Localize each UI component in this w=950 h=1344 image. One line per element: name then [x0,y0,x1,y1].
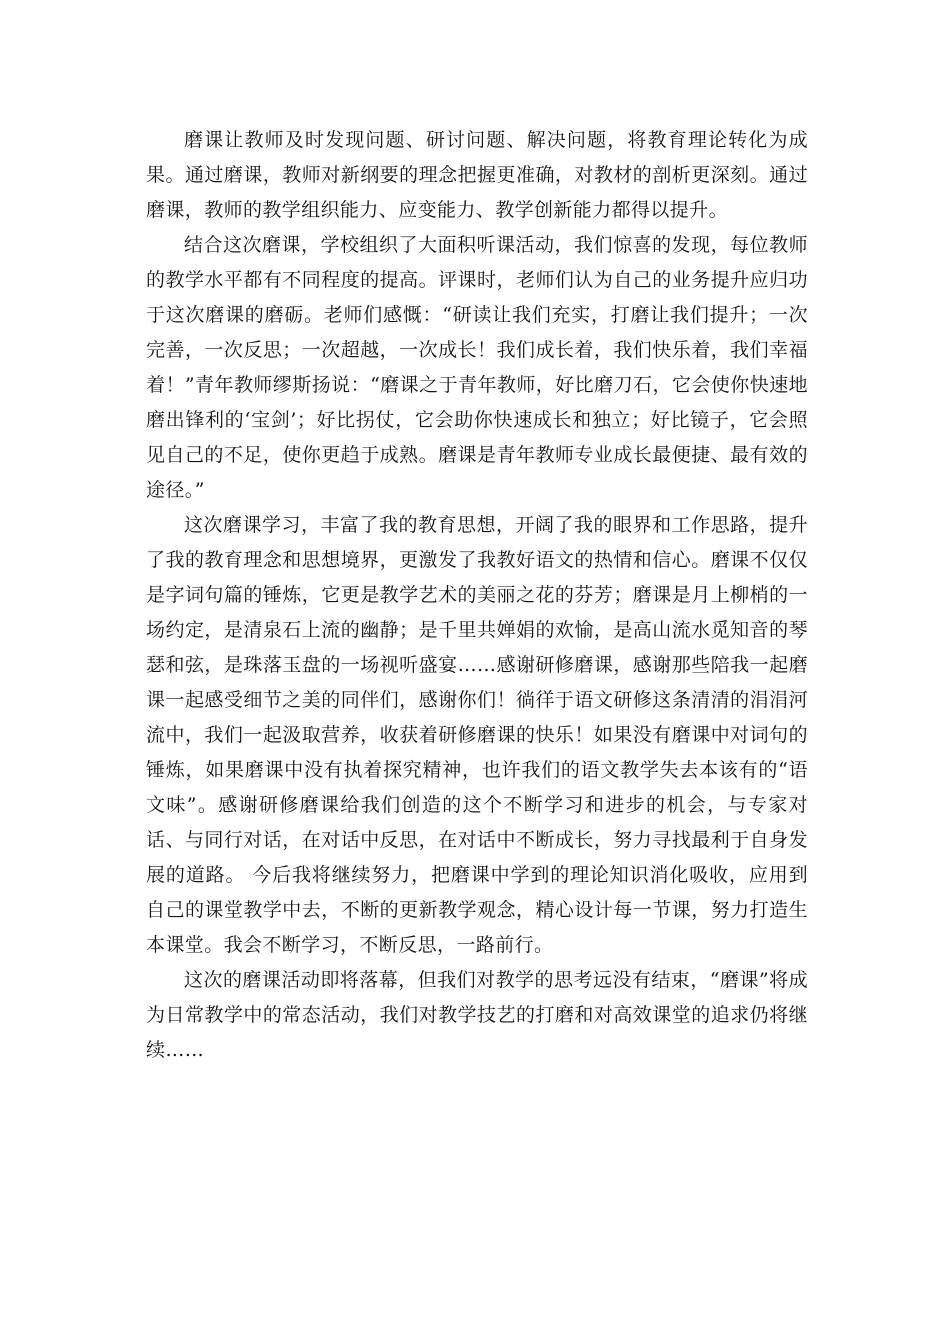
paragraph-4: 这次的磨课活动即将落幕，但我们对教学的思考远没有结束，“磨课”将成为日常教学中的常态活动，我们对教学技艺的打磨和对高效课堂的追求仍将继续…… [146,969,808,1061]
paragraph-3: 这次磨课学习，丰富了我的教育思想，开阔了我的眼界和工作思路，提升了我的教育理念和思想境界，更激发了我教好语文的热情和信心。磨课不仅仅是字词句篇的锤炼，它更是教学艺术的美丽之花的芬芳；磨课是月上柳梢的一场约定，是清泉石上流的幽静；是千里共婵娟的欢愉，是高山流水觅知音的琴瑟和弦，是珠落玉盘的一场视听盛宴……感谢研修磨课，感谢那些陪我一起磨课一起感受细节之美的同伴们，感谢你们！徜徉于语文研修这条清清的涓涓河流中，我们一起汲取营养，收获着研修磨课的快乐！如果没有磨课中对词句的锤炼，如果磨课中没有执着探究精神，也许我们的语文教学失去本该有的“语文味”。感谢研修磨课给我们创造的这个不断学习和进步的机会，与专家对话、与同行对话，在对话中反思，在对话中不断成长，努力寻找最利于自身发展的道路。 今后我将继续努力，把磨课中学到的理论知识消化吸收，应用到自己的课堂教学中去，不断的更新教学观念，精心设计每一节课，努力打造生本课堂。我会不断学习，不断反思，一路前行。 [146,514,808,956]
paragraph-1: 磨课让教师及时发现问题、研讨问题、解决问题，将教育理论转化为成果。通过磨课，教师对新纲要的理念把握更准确，对教材的剖析更深刻。通过磨课，教师的教学组织能力、应变能力、教学创新能力都得以提升。 [146,129,808,221]
paragraph-2: 结合这次磨课，学校组织了大面积听课活动，我们惊喜的发现，每位教师的教学水平都有不同程度的提高。评课时，老师们认为自己的业务提升应归功于这次磨课的磨砺。老师们感慨：“研读让我们充实，打磨让我们提升；一次完善，一次反思；一次超越，一次成长！我们成长着，我们快乐着，我们幸福着！”青年教师缪斯扬说：“磨课之于青年教师，好比磨刀石，它会使你快速地磨出锋利的‘宝剑’；好比拐仗，它会助你快速成长和独立；好比镜子，它会照见自己的不足，使你更趋于成熟。磨课是青年教师专业成长最便捷、最有效的途径。” [146,234,808,501]
document-body [146,123,808,1068]
